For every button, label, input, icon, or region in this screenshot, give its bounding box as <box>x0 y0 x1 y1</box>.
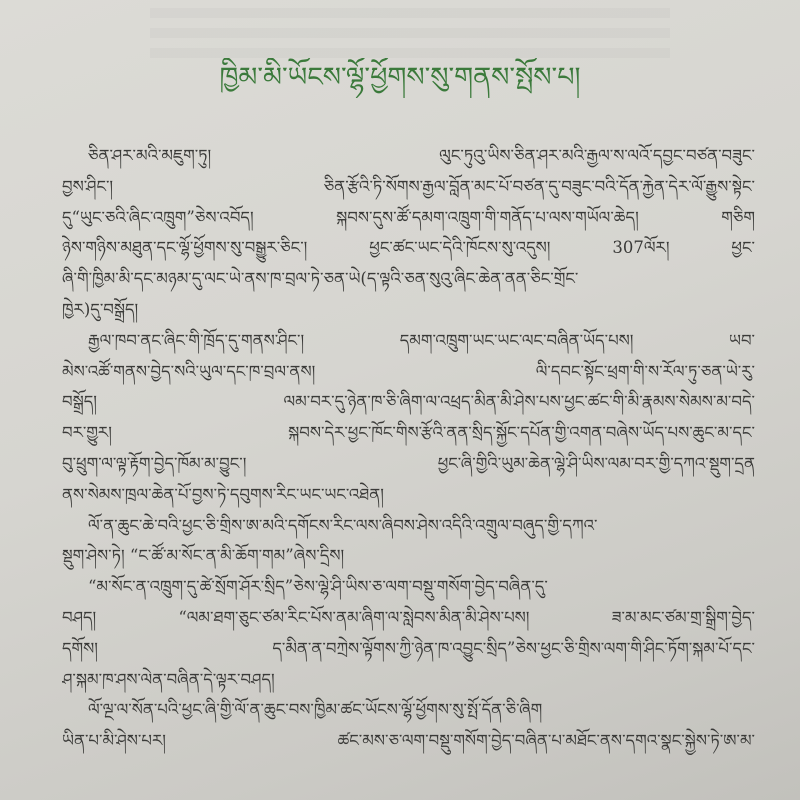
body-line: ཤ་སྐམ་ཁ་ཤས་ལེན་བཞིན་དེ་ལྟར་བཤད། <box>62 669 275 689</box>
paragraph <box>62 141 755 326</box>
body-line: དུ“ཡུང་ཅའི་ཞིང་འཁྲུག”ཅེས་འབོད། སྐབས་དུས་ཚོ་དམག་འཁྲུག་གི་གནོད་པ་ལས་གཡོལ་ཆེད། གཅིག <box>62 207 755 227</box>
body-line: རྒྱལ་ཁབ་ནང་ཞིང་གི་ཁྲོད་དུ་གནས་ཤིང་། དམག་འཁྲུག་ཡང་ཡང་ལང་བཞིན་ཡོད་པས། ཡབ་ <box>88 330 755 350</box>
paragraph <box>62 572 755 695</box>
paragraph <box>62 511 755 573</box>
body-line: ལོ་ལྔ་ལ་སོན་པའི་ཕྱང་ཞི་གྱི་ལོ་ན་ཆུང་བས་ཁྱིམ་ཚང་ཡོངས་ལྷོ་ཕྱོགས་སུ་སྤོ་དོན་ཅི་ཞིག <box>88 700 543 720</box>
body-line: བཤད། “ལམ་ཐག་ཅུང་ཙམ་རིང་པོས་ནམ་ཞིག་ལ་སླེབས་མིན་མི་ཤེས་པས། ཟ་མ་མང་ཙམ་གྲ་སྒྲིག་བྱེད་ <box>62 607 755 627</box>
body-line: མེས་འཚོ་གནས་བྱེད་སའི་ཡུལ་དང་ཁ་བྲལ་ནས། ལི་དབང་སྟོང་ཕྲག་གི་ས་རོལ་ཏུ་ཅན་ཡེ་རུ་ <box>62 361 755 381</box>
bleed-through-shadow <box>150 8 670 58</box>
body-line: ཁྱེར)དུ་བསྒྲོད། <box>62 299 139 319</box>
body-text <box>62 141 755 757</box>
body-line: “མ་སོང་ན་འཁྲུག་དུ་ཚེ་སྲོག་ཤོར་སྲིད”ཅེས་ལྷེ་ཤི་ཡིས་ཅ་ལག་བསྡུ་གསོག་བྱེད་བཞིན་དུ་ <box>88 577 548 597</box>
body-line: ལོ་ན་ཆུང་ཆེ་བའི་ཕྱང་ཅི་གྲིས་ཨ་མའི་དགོངས་རིང་ལས་ཞིབས་ཤེས་འདིའི་འགྲུལ་བཞུད་གྱི་དཀའ་ <box>88 515 598 535</box>
body-line: བུ་ཕྲུག་ལ་ལྟ་རྟོག་བྱེད་ཁོམ་མ་བྱུང་། ཕྱང་ཞི་གྱིའི་ཡུམ་ཆེན་ལྷེ་ཤི་ཡིས་ལམ་བར་གྱི་དཀའ་སྡུག་དྲན <box>62 453 755 473</box>
body-line: ཞི་གི་ཁྱིམ་མི་དང་མཉམ་དུ་ལང་ཡེ་ནས་ཁ་བྲལ་ཏེ་ཅན་ཡེ(ད་ལྟའི་ཅན་སུའུ་ཞིང་ཆེན་ནན་ཅིང་གྲོང་ <box>62 269 579 289</box>
chapter-title: ཁྱིམ་མི་ཡོངས་ལྷོ་ཕྱོགས་སུ་གནས་སྤོས་པ། <box>219 62 581 93</box>
body-line: བར་གྱུར། སྐབས་དེར་ཕྱང་ཁོང་གིས་རྩོའི་ནན་སྲིད་སྐྱོང་དཔོན་གྱི་འགན་བཞེས་ཡོད་པས་ཆུང་མ་དང་ <box>62 423 755 443</box>
body-line: ཅིན་ཤར་མའི་མཇུག་ཏུ། ལུང་ཏུའུ་ཡིས་ཅིན་ཤར་མའི་རྒྱལ་ས་ལའོ་དབྱང་བཙན་བཟུང་ <box>88 146 755 165</box>
paragraph <box>62 326 755 511</box>
body-line: ཉེས་གཉིས་མཐུན་དང་ལྷོ་ཕྱོགས་སུ་བསྒྱུར་ཅིང་། ཕྱང་ཚང་ཡང་དེའི་ཁོངས་སུ་འདུས། 307ལོར། ཕྱང་ <box>62 238 755 258</box>
body-line: སྡུག་ཤེས་ཏེ། “ང་ཚོ་མ་སོང་ན་མི་ཆོག་གམ”ཞེས་དྲིས། <box>62 546 345 566</box>
body-line: ཡིན་པ་མི་ཤེས་པར། ཚང་མས་ཅ་ལག་བསྡུ་གསོག་བྱེད་བཞིན་པ་མཐོང་ནས་དགའ་སྣང་སྐྱེས་ཏེ་ཨ་མ་ <box>62 731 755 751</box>
paragraph <box>62 695 755 757</box>
body-line: བྱས་ཤིང་། ཅིན་རྩོའི་ཏི་སོགས་རྒྱལ་བློན་མང་པོ་བཙན་དུ་བཟུང་བའི་དོན་རྐྱེན་དེར་ལོ་རྒྱུས་སྟེང་ <box>62 176 755 196</box>
body-line: དགོས། ད་མིན་ན་བཀྲེས་ལྟོགས་ཀྱི་ཉེན་ཁ་འབྱུང་སྲིད”ཅེས་ཕྱང་ཅི་གྲིས་ལག་གི་ཤིང་ཏོག་སྐམ་པོ་དང་ <box>62 638 755 658</box>
body-line: ནས་སེམས་ཁྲལ་ཆེན་པོ་བྱས་ཏེ་དབུགས་རིང་ཡང་ཡང་འཐེན། <box>62 484 384 504</box>
body-line: བསྒྲོད། ལམ་བར་དུ་ཉེན་ཁ་ཅི་ཞིག་ལ་འཕྲད་མིན་མི་ཤེས་པས་ཕྱང་ཚང་གི་མི་རྣམས་སེམས་མ་བདེ་ <box>62 392 755 412</box>
